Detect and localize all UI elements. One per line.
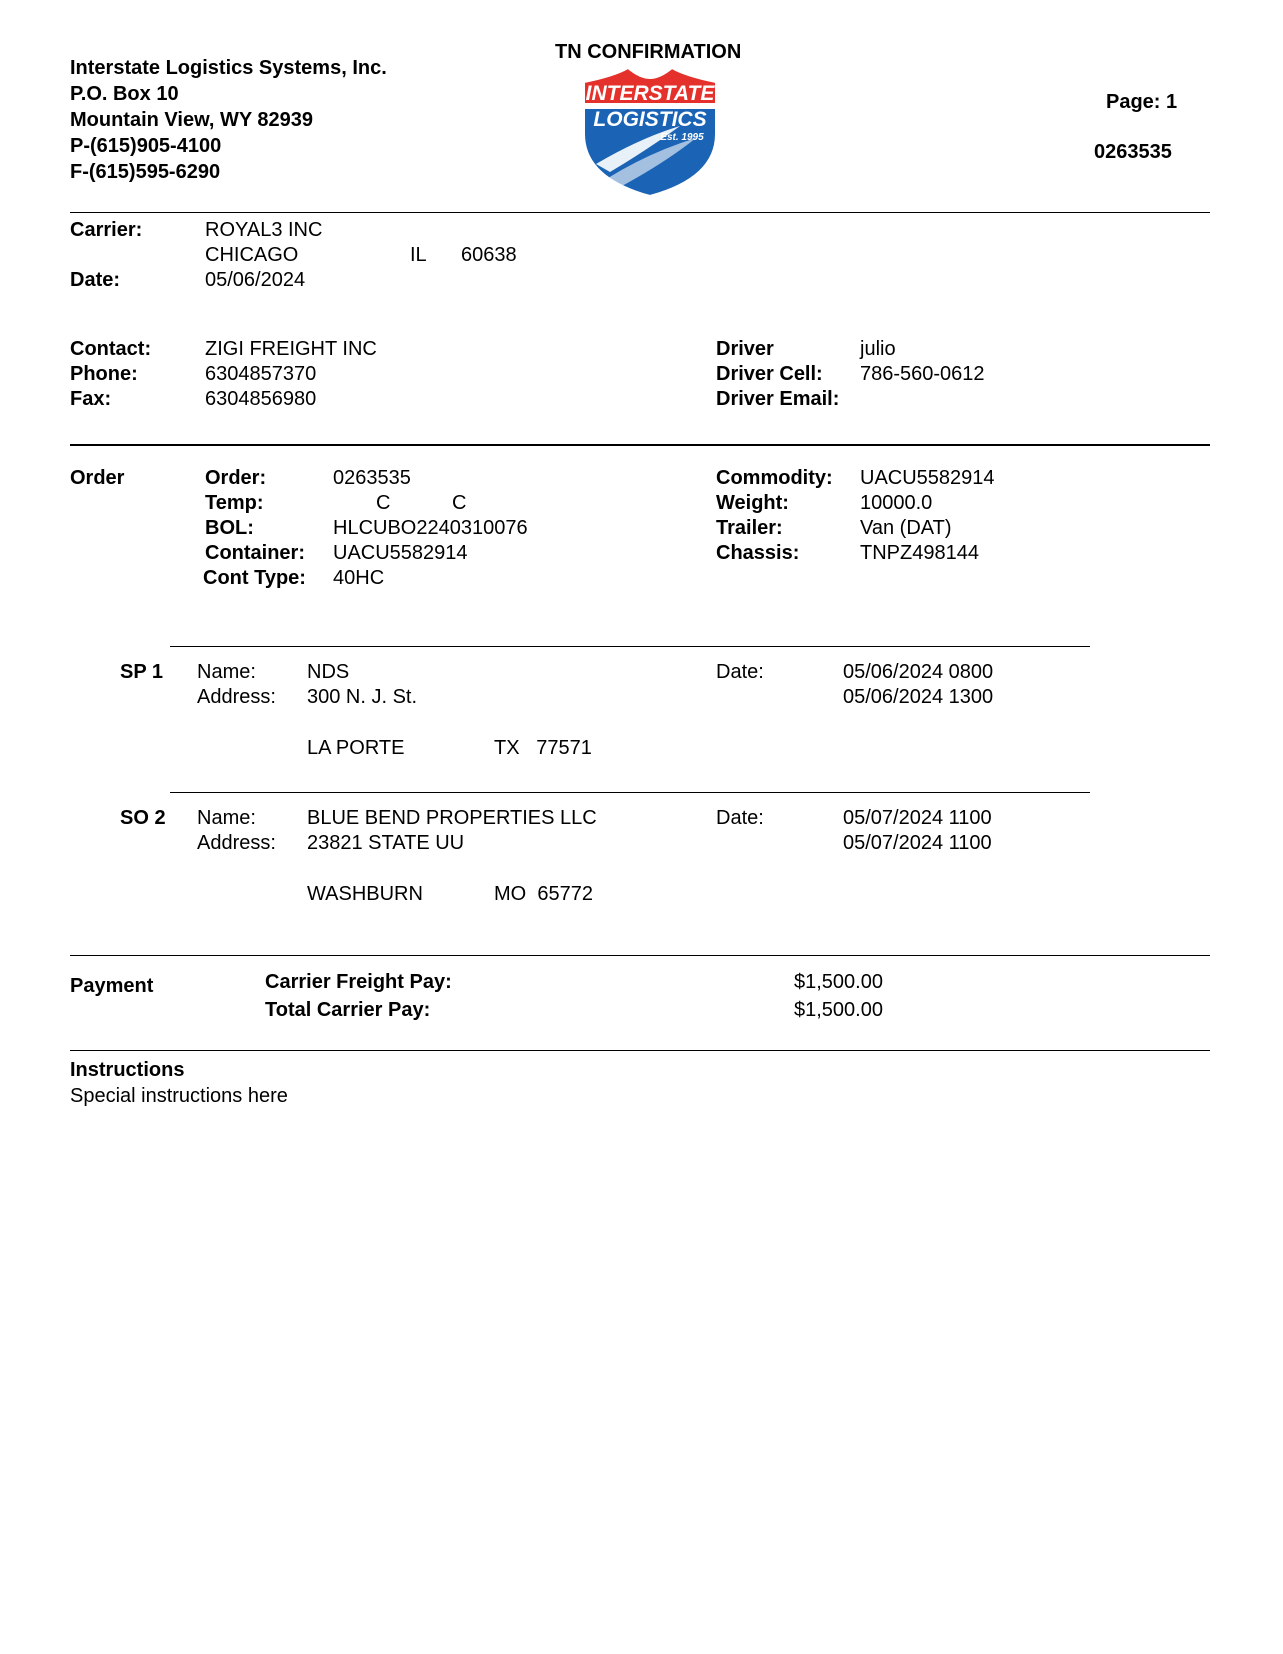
trailer-value: Van (DAT) xyxy=(860,517,952,539)
page-label: Page: 1 xyxy=(1106,91,1178,113)
carrier-state: IL xyxy=(410,244,427,266)
bol-label: BOL: xyxy=(205,517,254,539)
stop-address-label: Address: xyxy=(197,686,276,708)
company-phone: P-(615)905-4100 xyxy=(70,135,222,157)
driver-cell-label: Driver Cell: xyxy=(716,363,823,385)
driver-value: julio xyxy=(860,338,896,360)
temp-label: Temp: xyxy=(205,492,264,514)
stop-state-zip: TX 77571 xyxy=(494,737,592,759)
contact-label: Contact: xyxy=(70,338,152,360)
stop-name: BLUE BEND PROPERTIES LLC xyxy=(307,807,597,829)
stop-city: LA PORTE xyxy=(307,737,405,759)
stop-name: NDS xyxy=(307,661,350,683)
stop-address: 23821 STATE UU xyxy=(307,832,465,854)
fax-value: 6304856980 xyxy=(205,388,317,410)
temp-value-2: C xyxy=(452,492,467,514)
cont-type-label: Cont Type: xyxy=(203,567,306,589)
logo-text-line2: LOGISTICS xyxy=(593,108,707,131)
company-city-state-zip: Mountain View, WY 82939 xyxy=(70,109,314,131)
stop-date-label: Date: xyxy=(716,807,764,829)
driver-cell-value: 786-560-0612 xyxy=(860,363,985,385)
order-section-label: Order xyxy=(70,467,125,489)
contact-value: ZIGI FREIGHT INC xyxy=(205,338,377,360)
chassis-value: TNPZ498144 xyxy=(860,542,979,564)
container-label: Container: xyxy=(205,542,305,564)
divider xyxy=(70,444,1210,446)
instructions-label: Instructions xyxy=(70,1059,185,1081)
page-number: 0263535 xyxy=(1094,141,1172,163)
divider xyxy=(70,1050,1210,1051)
document-title: TN CONFIRMATION xyxy=(555,41,742,63)
company-fax: F-(615)595-6290 xyxy=(70,161,221,183)
logo-text-line1: INTERSTATE xyxy=(585,82,715,105)
stop-date-2: 05/06/2024 1300 xyxy=(843,686,994,708)
carrier-label: Carrier: xyxy=(70,219,143,241)
date-label: Date: xyxy=(70,269,121,291)
interstate-logistics-logo xyxy=(570,68,730,200)
fax-label: Fax: xyxy=(70,388,112,410)
order-value: 0263535 xyxy=(333,467,411,489)
stop-date-label: Date: xyxy=(716,661,764,683)
stop-date-1: 05/06/2024 0800 xyxy=(843,661,994,683)
weight-value: 10000.0 xyxy=(860,492,933,514)
driver-email-label: Driver Email: xyxy=(716,388,840,410)
stop-date-2: 05/07/2024 1100 xyxy=(843,832,992,854)
cont-type-value: 40HC xyxy=(333,567,385,589)
stop-date-1: 05/07/2024 1100 xyxy=(843,807,992,829)
phone-value: 6304857370 xyxy=(205,363,317,385)
freight-pay-label: Carrier Freight Pay: xyxy=(265,971,452,993)
logo-est: Est. 1995 xyxy=(660,132,704,143)
date-value: 05/06/2024 xyxy=(205,269,306,291)
weight-label: Weight: xyxy=(716,492,789,514)
commodity-value: UACU5582914 xyxy=(860,467,995,489)
payment-section-label: Payment xyxy=(70,975,154,997)
stop-code: SO 2 xyxy=(120,807,166,829)
stop-address: 300 N. J. St. xyxy=(307,686,418,708)
stop-name-label: Name: xyxy=(197,661,256,683)
total-pay-label: Total Carrier Pay: xyxy=(265,999,431,1021)
divider xyxy=(170,792,1090,793)
chassis-label: Chassis: xyxy=(716,542,800,564)
company-po-box: P.O. Box 10 xyxy=(70,83,179,105)
phone-label: Phone: xyxy=(70,363,138,385)
carrier-zip: 60638 xyxy=(461,244,517,266)
driver-label: Driver xyxy=(716,338,774,360)
carrier-name: ROYAL3 INC xyxy=(205,219,323,241)
company-name: Interstate Logistics Systems, Inc. xyxy=(70,57,387,79)
commodity-label: Commodity: xyxy=(716,467,833,489)
stop-city: WASHBURN xyxy=(307,883,423,905)
stop-address-label: Address: xyxy=(197,832,276,854)
total-pay-value: $1,500.00 xyxy=(794,999,883,1021)
order-label: Order: xyxy=(205,467,267,489)
divider xyxy=(70,955,1210,956)
container-value: UACU5582914 xyxy=(333,542,468,564)
bol-value: HLCUBO2240310076 xyxy=(333,517,528,539)
stop-code: SP 1 xyxy=(120,661,163,683)
divider xyxy=(70,212,1210,213)
divider xyxy=(170,646,1090,647)
carrier-city: CHICAGO xyxy=(205,244,299,266)
instructions-text: Special instructions here xyxy=(70,1085,288,1107)
stop-state-zip: MO 65772 xyxy=(494,883,593,905)
stop-name-label: Name: xyxy=(197,807,256,829)
temp-value-1: C xyxy=(376,492,391,514)
trailer-label: Trailer: xyxy=(716,517,783,539)
freight-pay-value: $1,500.00 xyxy=(794,971,883,993)
